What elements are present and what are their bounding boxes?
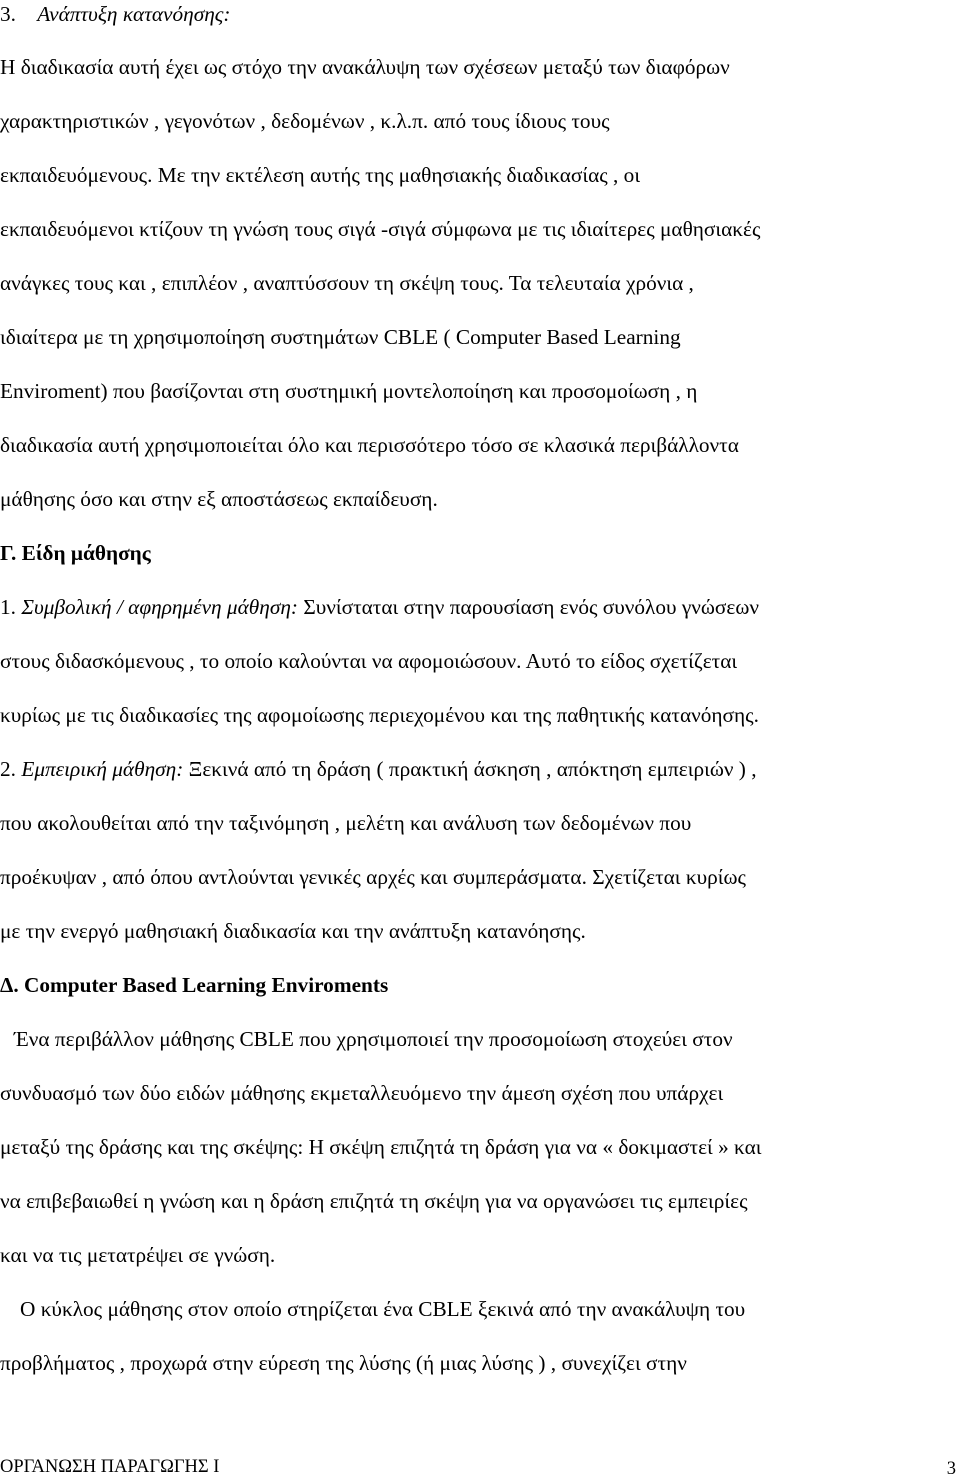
section-3-heading (0, 1, 231, 27)
paragraph-line: Η διαδικασία αυτή έχει ως στόχο την ανακάλυψη των σχέσεων μεταξύ των διαφόρων (0, 55, 730, 79)
list-item-1-first-line (0, 594, 759, 620)
paragraph-line: να επιβεβαιωθεί η γνώση και η δράση επιζητά τη σκέψη για να οργανώσει τις εμπειρίες (0, 1189, 748, 1213)
paragraph-line: ιδιαίτερα με τη χρησιμοποίηση συστημάτων CBLE ( Computer Based Learning (0, 325, 681, 349)
list-item-2-first-line (0, 756, 757, 782)
paragraph-line: και να τις μετατρέψει σε γνώση. (0, 1243, 276, 1267)
page-footer (0, 1456, 960, 1478)
paragraph-line: Enviroment) που βασίζονται στη συστημική μοντελοποίηση και προσομοίωση , η (0, 379, 698, 403)
paragraph-line: που ακολουθείται από την ταξινόμηση , μελέτη και ανάλυση των δεδομένων που (0, 811, 692, 835)
list-item-number: 1. (0, 595, 16, 619)
paragraph-line: κυρίως με τις διαδικασίες της αφομοίωσης περιεχομένου και της παθητικής κατανόησης. (0, 703, 759, 727)
paragraph-line: μάθησης όσο και στην εξ αποστάσεως εκπαίδευση. (0, 487, 438, 511)
list-item-text: Συνίσταται στην παρουσίαση ενός συνόλου γνώσεων (303, 595, 760, 619)
list-item-number: 2. (0, 757, 16, 781)
list-item-term: Εμπειρική μάθηση: (21, 757, 184, 781)
paragraph-line: συνδυασμό των δύο ειδών μάθησης εκμεταλλευόμενο την άμεση σχέση που υπάρχει (0, 1081, 724, 1105)
section-title: Ανάπτυξη κατανόησης: (37, 2, 231, 26)
paragraph-line: διαδικασία αυτή χρησιμοποιείται όλο και περισσότερο τόσο σε κλασικά περιβάλλοντα (0, 433, 739, 457)
paragraph-line: εκπαιδευόμενους. Με την εκτέλεση αυτής της μαθησιακής διαδικασίας , οι (0, 163, 641, 187)
paragraph-line: εκπαιδευόμενοι κτίζουν τη γνώση τους σιγά -σιγά σύμφωνα με τις ιδιαίτερες μαθησιακές (0, 217, 761, 241)
paragraph-line: με την ενεργό μαθησιακή διαδικασία και την ανάπτυξη κατανόησης. (0, 919, 586, 943)
list-item-term: Συμβολική / αφηρημένη μάθηση: (21, 595, 298, 619)
paragraph-line: στους διδασκόμενους , το οποίο καλούνται να αφομοιώσουν. Αυτό το είδος σχετίζεται (0, 649, 738, 673)
paragraph-line: μεταξύ της δράσης και της σκέψης: Η σκέψη επιζητά τη δράση για να « δοκιμαστεί » και (0, 1135, 762, 1159)
page-number: 3 (946, 1459, 956, 1479)
paragraph-line: χαρακτηριστικών , γεγονότων , δεδομένων , κ.λ.π. από τους ίδιους τους (0, 109, 610, 133)
paragraph-line: Ένα περιβάλλον μάθησης CBLE που χρησιμοποιεί την προσομοίωση στοχεύει στον (14, 1027, 733, 1051)
paragraph-line: προβλήματος , προχωρά στην εύρεση της λύσης (ή μιας λύσης ) , συνεχίζει στην (0, 1351, 687, 1375)
list-item-text: Ξεκινά από τη δράση ( πρακτική άσκηση , απόκτηση εμπειριών ) , (188, 757, 757, 781)
paragraph-line: Ο κύκλος μάθησης στον οποίο στηρίζεται ένα CBLE ξεκινά από την ανακάλυψη του (20, 1297, 746, 1321)
section-number: 3. (0, 2, 16, 26)
footer-title: ΟΡΓΑΝΩΣΗ ΠΑΡΑΓΩΓΗΣ Ι (0, 1457, 220, 1477)
section-g-heading: Γ. Είδη μάθησης (0, 541, 151, 565)
section-d-heading: Δ. Computer Based Learning Enviroments (0, 973, 389, 997)
paragraph-line: προέκυψαν , από όπου αντλούνται γενικές αρχές και συμπεράσματα. Σχετίζεται κυρίως (0, 865, 746, 889)
paragraph-line: ανάγκες τους και , επιπλέον , αναπτύσσουν τη σκέψη τους. Τα τελευταία χρόνια , (0, 271, 694, 295)
